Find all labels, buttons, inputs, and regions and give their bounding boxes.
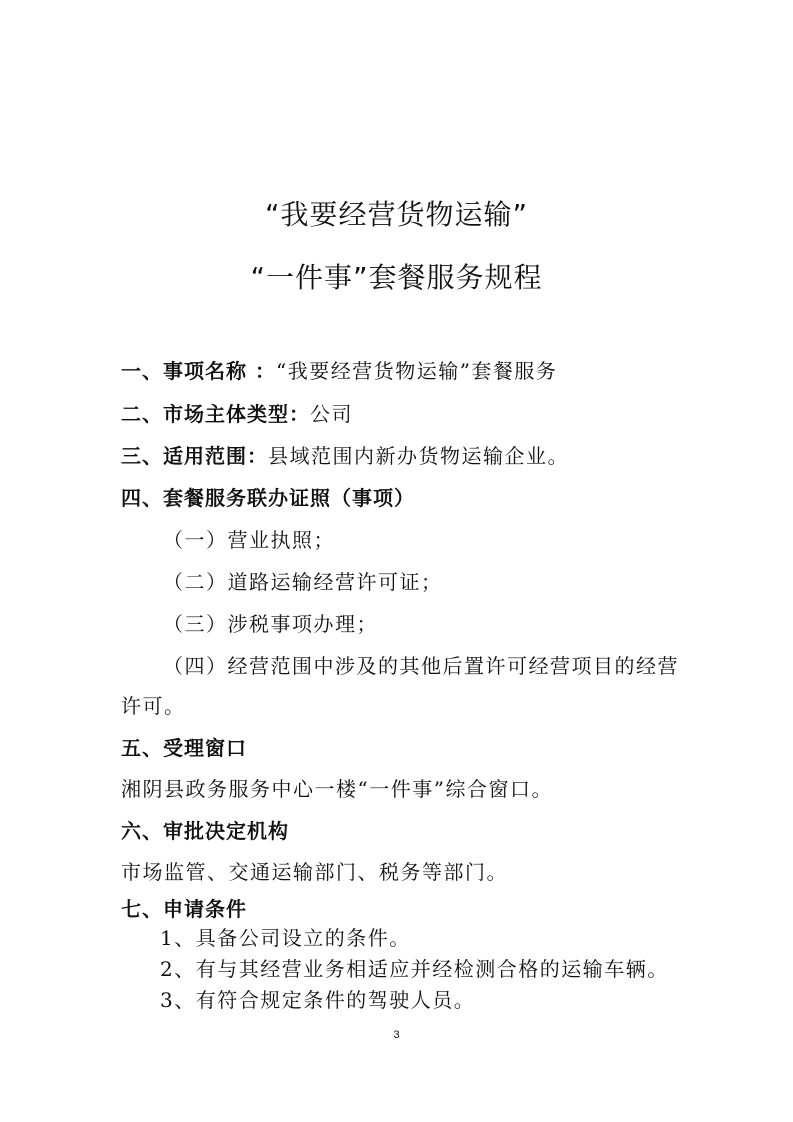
section-7-item: 1、具备公司设立的条件。 xyxy=(160,926,411,950)
section-4-item-continuation: 许可。 xyxy=(121,694,186,718)
section-4-item: （一）营业执照； xyxy=(163,528,335,552)
document-title-line-1: “我要经营货物运输” xyxy=(264,198,528,231)
section-4-item: （三）涉税事项办理； xyxy=(163,612,378,636)
section-1-heading: 一、事项名称 ： xyxy=(121,359,276,383)
section-3 xyxy=(121,440,569,469)
section-4-heading: 四、套餐服务联办证照（事项） xyxy=(121,486,415,510)
section-1 xyxy=(121,355,557,384)
section-5-heading: 五、受理窗口 xyxy=(121,736,247,760)
section-5-text: 湘阴县政务服务中心一楼“一件事”综合窗口。 xyxy=(121,777,553,801)
page-number: 3 xyxy=(393,1029,400,1041)
section-7-item: 3、有符合规定条件的驾驶人员。 xyxy=(160,988,476,1012)
section-7-item: 2、有与其经营业务相适应并经检测合格的运输车辆。 xyxy=(160,957,669,981)
section-1-text: “我要经营货物运输”套餐服务 xyxy=(275,359,558,383)
section-2-heading: 二、市场主体类型： xyxy=(121,402,310,426)
section-7-heading: 七、申请条件 xyxy=(121,897,247,921)
section-6-heading: 六、审批决定机构 xyxy=(121,819,289,843)
section-3-heading: 三、适用范围： xyxy=(121,444,268,468)
section-3-text: 县域范围内新办货物运输企业。 xyxy=(268,444,569,468)
section-2 xyxy=(121,398,353,427)
section-6-text: 市场监管、交通运输部门、税务等部门。 xyxy=(121,860,508,884)
section-4-item: （四）经营范围中涉及的其他后置许可经营项目的经营 xyxy=(163,654,679,678)
section-2-text: 公司 xyxy=(310,402,353,426)
section-4-item: （二）道路运输经营许可证； xyxy=(163,570,443,594)
document-title-line-2: “一件事”套餐服务规程 xyxy=(250,261,543,294)
